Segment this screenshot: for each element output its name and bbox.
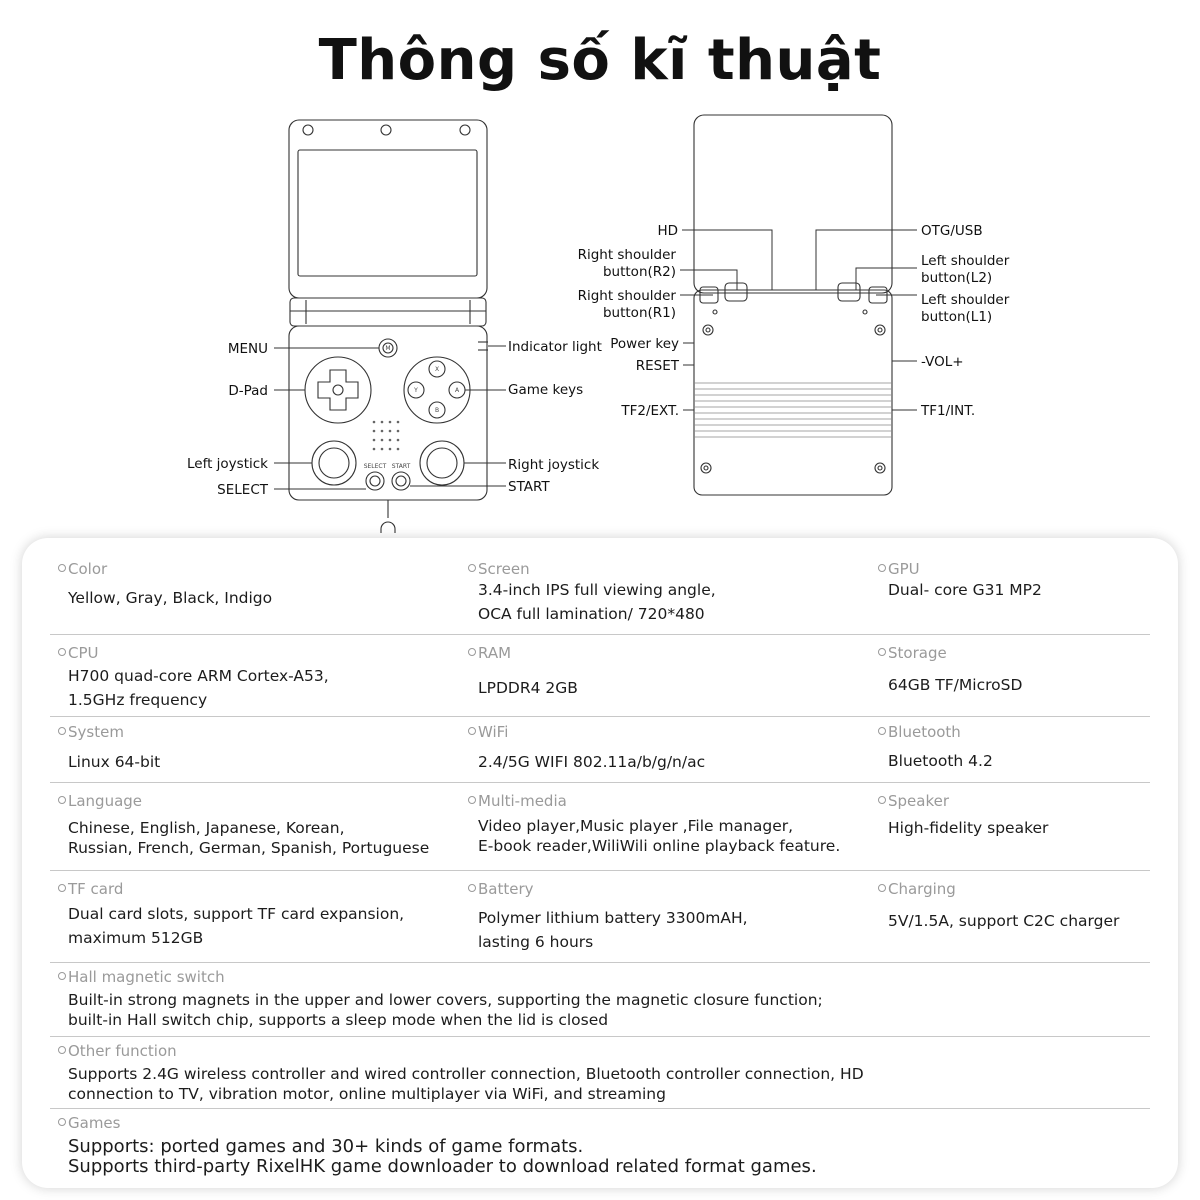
label-r1-line2: button(R1) [602, 305, 676, 321]
front-lid [289, 120, 487, 298]
spec-system: System Linux 64-bit [50, 718, 460, 782]
spec-multimedia: Multi-media Video player,Music player ,File manager, E-book reader,WiliWili online playback feature. [460, 784, 870, 870]
spec-cpu: CPU H700 quad-core ARM Cortex-A53, 1.5GHz frequency [50, 636, 460, 716]
back-view [694, 115, 892, 495]
btn-m-glyph: M [385, 345, 391, 352]
spec-storage: Storage 64GB TF/MicroSD [870, 636, 1150, 716]
label-hd: HD [657, 223, 678, 239]
spec-tf-card: TF card Dual card slots, support TF card expansion, maximum 512GB [50, 872, 460, 962]
label-l2-line1: Left shoulder [921, 253, 1010, 269]
front-body [289, 326, 487, 500]
label-indicator-light: Indicator light [508, 339, 602, 355]
spec-row [50, 718, 1150, 783]
spec-wifi: WiFi 2.4/5G WIFI 802.11a/b/g/n/ac [460, 718, 870, 782]
label-select: SELECT [217, 482, 268, 498]
spec-language: Language Chinese, English, Japanese, Korean, Russian, French, German, Spanish, Portuguese [50, 784, 460, 870]
spec-charging: Charging 5V/1.5A, support C2C charger [870, 872, 1150, 962]
label-r2-line2: button(R2) [602, 264, 676, 280]
label-l2-line2: button(L2) [921, 270, 993, 286]
label-reset: RESET [635, 358, 679, 374]
label-l1-line2: button(L1) [921, 309, 993, 325]
btn-a-glyph: A [454, 387, 460, 394]
label-tf1: TF1/INT. [921, 403, 976, 419]
spec-ram: RAM LPDDR4 2GB [460, 636, 870, 716]
start-small-label: START [391, 463, 411, 470]
btn-y-glyph: Y [414, 387, 418, 394]
spec-panel [22, 538, 1178, 1188]
spec-hall-switch: Hall magnetic switch Built-in strong magnets in the upper and lower covers, supporting the magnetic closure function; built-in Hall switch chip, supports a sleep mode when the lid is closed [50, 964, 1150, 1037]
btn-x-glyph: X [434, 366, 440, 373]
device-diagram [0, 0, 1200, 540]
label-power-key: Power key [610, 336, 679, 352]
label-otg-usb: OTG/USB [921, 223, 983, 239]
select-small-label: SELECT [363, 463, 387, 470]
hinge [290, 298, 486, 326]
spec-row [50, 546, 1150, 635]
spec-row [50, 636, 1150, 717]
spec-row [50, 872, 1150, 963]
front-screen [298, 150, 477, 276]
label-dpad: D-Pad [228, 383, 268, 399]
spec-color: Color Yellow, Gray, Black, Indigo [50, 546, 460, 634]
front-view [289, 120, 488, 533]
label-left-joystick: Left joystick [186, 456, 268, 472]
spec-gpu: GPU Dual- core G31 MP2 [870, 546, 1150, 634]
back-body [694, 290, 892, 495]
label-tf2: TF2/EXT. [621, 403, 679, 419]
spec-screen: Screen 3.4-inch IPS full viewing angle, OCA full lamination/ 720*480 [460, 546, 870, 634]
spec-games: Games Supports: ported games and 30+ kinds of game formats. Supports third-party RixelHK game downloader to download related format games. [50, 1110, 1150, 1180]
label-start: START [508, 479, 550, 495]
back-lid [694, 115, 892, 293]
spec-speaker: Speaker High-fidelity speaker [870, 784, 1150, 870]
label-right-joystick: Right joystick [508, 457, 600, 473]
label-vol: -VOL+ [921, 354, 964, 370]
label-r2-line1: Right shoulder [577, 247, 676, 263]
spec-bluetooth: Bluetooth Bluetooth 4.2 [870, 718, 1150, 782]
spec-battery: Battery Polymer lithium battery 3300mAH, lasting 6 hours [460, 872, 870, 962]
btn-b-glyph: B [434, 407, 440, 414]
label-menu: MENU [227, 341, 268, 357]
label-game-keys: Game keys [508, 382, 584, 398]
label-l1-line1: Left shoulder [921, 292, 1010, 308]
spec-row [50, 784, 1150, 871]
label-r1-line1: Right shoulder [577, 288, 676, 304]
page-title: Thông số kĩ thuật [318, 28, 882, 93]
spec-other-function: Other function Supports 2.4G wireless controller and wired controller connection, Bluetooth controller connection, HD connection to TV, vibration motor, online multiplayer via WiFi, and streaming [50, 1038, 1150, 1109]
